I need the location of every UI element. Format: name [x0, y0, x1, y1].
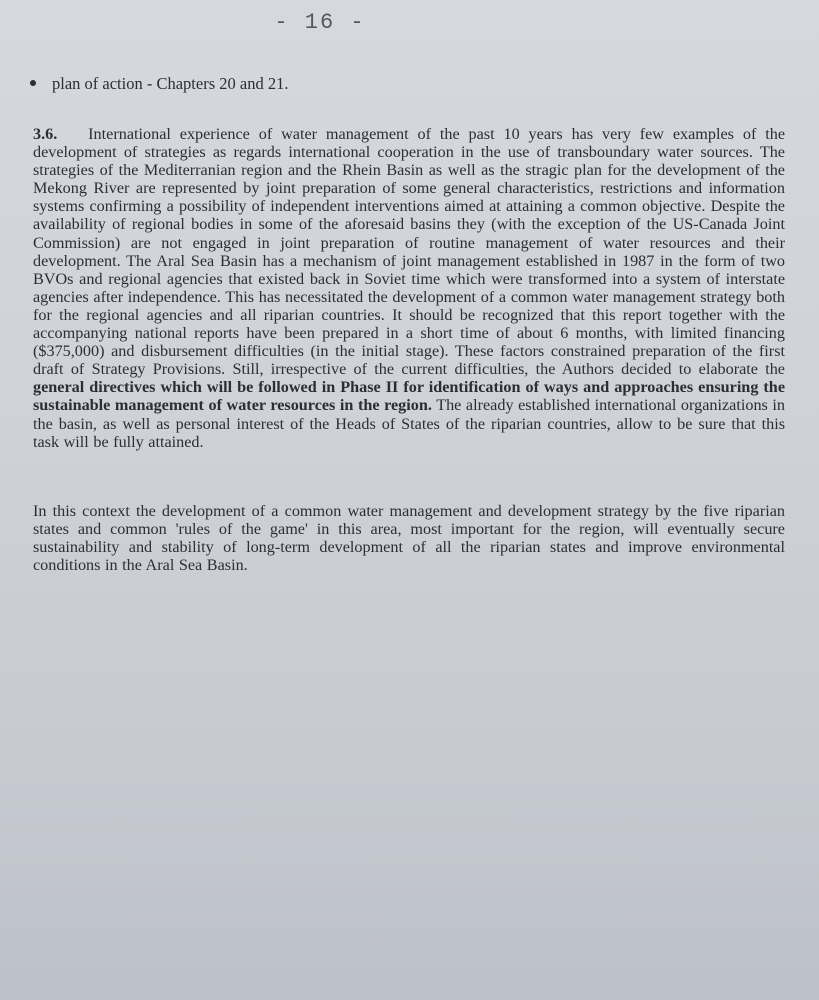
page-number: - 16 - — [274, 10, 366, 35]
section-text-part-b: The already established international organizations in the basin, as well as personal interest of the Heads of States of the riparian countries, allow to be sure that this task will be fully attained. — [33, 396, 785, 451]
section-text-part-a: International experience of water management of the past 10 years has very few examples of the development of strategies as regards international cooperation in the use of transboundary water sources. The strategies of the Mediterranian region and the Rhein Basin as well as the stragic plan for the development of the Mekong River are represented by joint preparation of some general characteristics, restrictions and information systems confirming a possibility of independent interventions aimed at attaining a common objective. Despite the availability of regional bodies in some of the aforesaid basins they (with the exception of the US-Canada Joint Commission) are not engaged in joint preparation of routine management of water resources and their development. The Aral Sea Basin has a mechanism of joint management established in 1987 in the form of two BVOs and regional agencies that existed back in Soviet time which were transformed into a system of interstate agencies after independence. This has necessitated the development of a common water management strategy both for the regional agencies and all riparian countries. It should be recognized that this report together with the accompanying national reports have been prepared in a short time of about 6 months, with limited financing ($375,000) and disbursement difficulties (in the initial stage). These factors constrained preparation of the first draft of Strategy Provisions. Still, irrespective of the current difficulties, the Authors decided to elaborate the — [33, 125, 785, 379]
bullet-item — [30, 74, 288, 94]
bullet-text: plan of action - Chapters 20 and 21. — [52, 74, 289, 93]
closing-paragraph: In this context the development of a common water management and development strategy by the five riparian states and common 'rules of the game' in this area, most important for the region, will eventually secure sustainability and stability of long-term development of all the riparian states and improve environmental conditions in the Aral Sea Basin. — [33, 502, 785, 575]
section-text-bold: general directives which will be followed in Phase II for identification of ways and approaches ensuring the sustainable management of water resources in the region. — [33, 378, 785, 415]
section-number: 3.6. — [33, 125, 58, 143]
section-paragraph — [33, 125, 785, 451]
bullet-icon — [30, 80, 36, 86]
